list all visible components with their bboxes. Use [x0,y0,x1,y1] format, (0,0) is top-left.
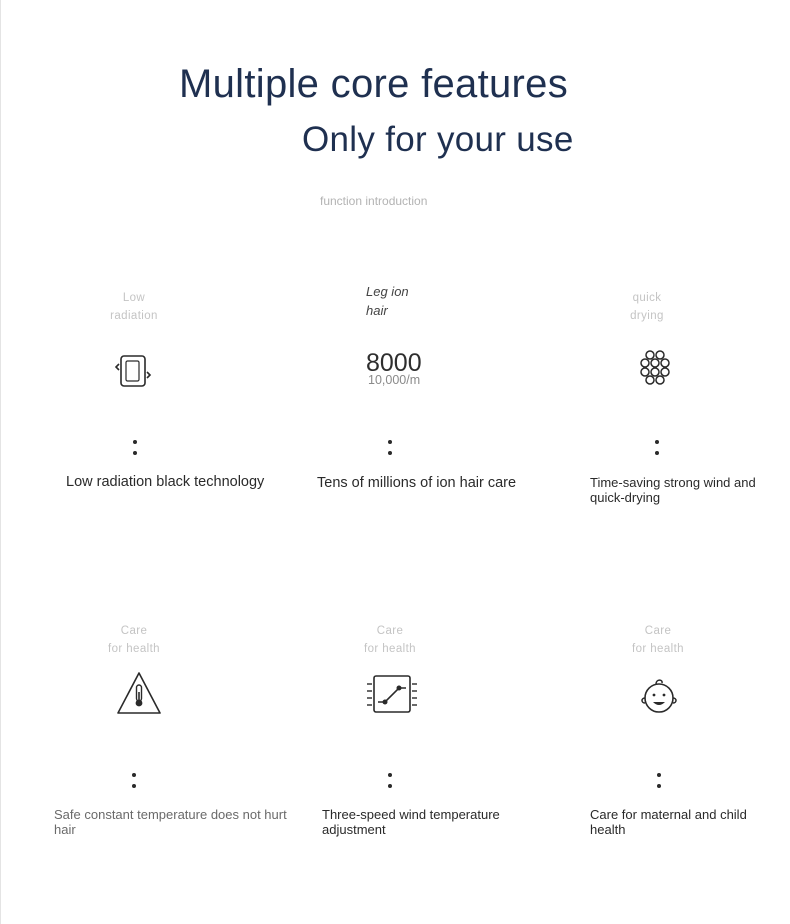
separator-dots [388,440,392,455]
feature-2-description: Tens of millions of ion hair care [317,475,517,491]
separator-dots [657,773,661,788]
feature-1-description: Low radiation black technology [66,474,265,490]
feature-3-description: Time-saving strong wind and quick-drying [590,475,756,505]
separator-dots [655,440,659,455]
feature-5-description: Three-speed wind temperature adjustment [322,807,500,837]
feature-1-label: Low radiation [110,292,158,322]
feature-6-label: Care for health [632,625,684,655]
feature-4-label: Care for health [108,625,160,655]
feature-4-description: Safe constant temperature does not hurt hair [54,807,287,837]
ion-count-unit: 10,000/m [368,373,421,387]
ion-count-value: 8000 [366,349,422,377]
feature-5-label: Care for health [364,625,416,655]
warning-thermometer-icon [115,670,163,716]
section-intro: function introduction [320,194,428,208]
baby-face-icon [638,676,682,718]
page-left-border [0,0,1,924]
feature-3-label: quick drying [630,292,664,322]
hexagon-cluster-icon [638,349,672,385]
page-title: Multiple core features [179,62,569,106]
feature-6-description: Care for maternal and child health [590,807,747,837]
feature-2-label: Leg ion hair [366,284,409,318]
separator-dots [133,440,137,455]
circuit-chip-icon [365,674,419,714]
separator-dots [132,773,136,788]
separator-dots [388,773,392,788]
page-subtitle: Only for your use [302,120,574,159]
rotate-device-icon [115,352,153,390]
